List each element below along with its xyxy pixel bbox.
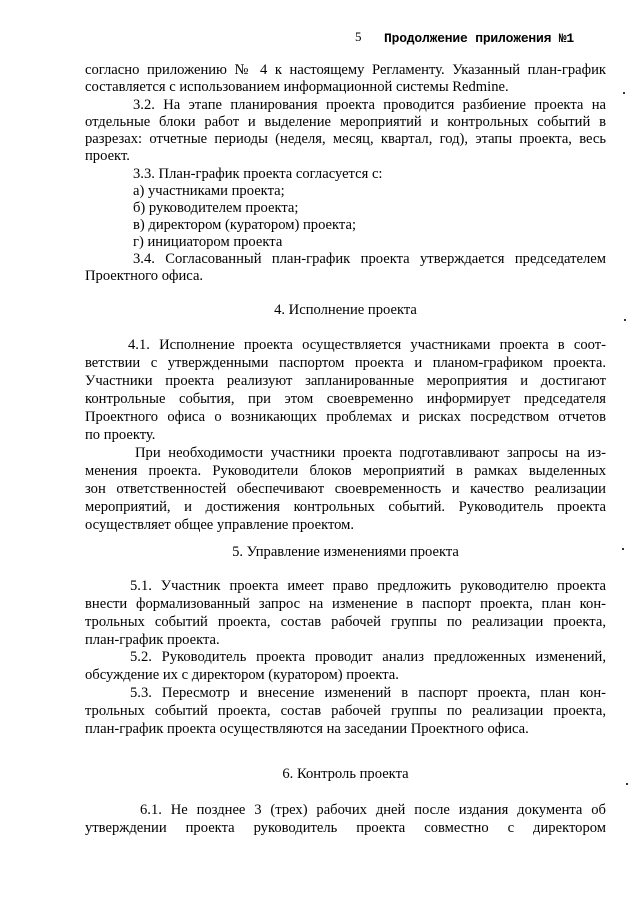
- text-line: ветствии с утвержденными паспортом проекта и планом-графиком проекта.: [85, 355, 606, 371]
- text-line: утверждении проекта руководитель проекта совместно с директором: [85, 820, 606, 836]
- list-item: а) участниками проекта;: [133, 183, 285, 199]
- list-item: г) инициатором проекта: [133, 234, 283, 250]
- text-line: трольных событий проекта, состав рабочей группы по реализации проекта,: [85, 614, 606, 630]
- list-item: в) директором (куратором) проекта;: [133, 217, 357, 233]
- section-heading: 5. Управление изменениями проекта: [232, 544, 459, 560]
- text-line: 5.1. Участник проекта имеет право предложить руководителю проекта: [130, 578, 606, 594]
- text-line: При необходимости участники проекта подготавливают запросы на из-: [135, 445, 606, 461]
- text-line: 3.2. На этапе планирования проекта проводится разбиение проекта на: [133, 97, 606, 113]
- text-line: менения проекта. Руководители блоков мероприятий в рамках выделенных: [85, 463, 606, 479]
- text-line: зон ответственностей обеспечивают своевременность и качество реализации: [85, 481, 606, 497]
- section-heading: 4. Исполнение проекта: [274, 302, 417, 318]
- text-line: 5.3. Пересмотр и внесение изменений в паспорт проекта, план кон-: [130, 685, 606, 701]
- text-line: обсуждение их с директором (куратором) проекта.: [85, 667, 399, 683]
- continuation-header: Продолжение приложения №1: [384, 31, 575, 46]
- scan-speck: [623, 92, 625, 94]
- page-number: 5: [355, 29, 362, 44]
- text-line: план-график проекта.: [85, 632, 220, 648]
- text-line: по проекту.: [85, 427, 156, 443]
- text-line: разрезах: отчетные периоды (неделя, месяц, квартал, год), этапы проекта, весь: [85, 131, 606, 147]
- text-line: внести формализованный запрос на изменение в паспорт проекта, план кон-: [85, 596, 606, 612]
- text-line: 3.3. План-график проекта согласуется с:: [133, 166, 383, 182]
- text-line: осуществляет общее управление проектом.: [85, 517, 355, 533]
- text-line: отдельные блоки работ и выделение мероприятий и контрольных событий в: [85, 114, 606, 130]
- text-line: мероприятий, и достижения контрольных событий. Руководитель проекта: [85, 499, 606, 515]
- text-line: трольных событий проекта, состав рабочей группы по реализации проекта,: [85, 703, 606, 719]
- scan-speck: [624, 319, 626, 321]
- text-line: контрольные события, при этом своевременно информирует председателя: [85, 391, 606, 407]
- text-line: 3.4. Согласованный план-график проекта утверждается председателем: [133, 251, 606, 267]
- section-heading: 6. Контроль проекта: [282, 766, 409, 782]
- list-item: б) руководителем проекта;: [133, 200, 299, 216]
- text-line: проект.: [85, 148, 130, 164]
- text-line: 4.1. Исполнение проекта осуществляется участниками проекта в соот-: [128, 337, 606, 353]
- scan-speck: [626, 783, 628, 785]
- text-line: 6.1. Не позднее 3 (трех) рабочих дней после издания документа об: [140, 802, 606, 818]
- text-line: Участники проекта реализуют запланированные мероприятия и достигают: [85, 373, 606, 389]
- text-line: составляется с использованием информационной системы Redmine.: [85, 79, 509, 95]
- text-line: Проектного офиса о возникающих проблемах и рисках посредством отчетов: [85, 409, 606, 425]
- text-line: согласно приложению № 4 к настоящему Регламенту. Указанный план-график: [85, 62, 606, 78]
- text-line: Проектного офиса.: [85, 268, 204, 284]
- scan-speck: [622, 548, 624, 550]
- text-line: 5.2. Руководитель проекта проводит анализ предложенных изменений,: [130, 649, 606, 665]
- text-line: план-график проекта осуществляются на заседании Проектного офиса.: [85, 721, 529, 737]
